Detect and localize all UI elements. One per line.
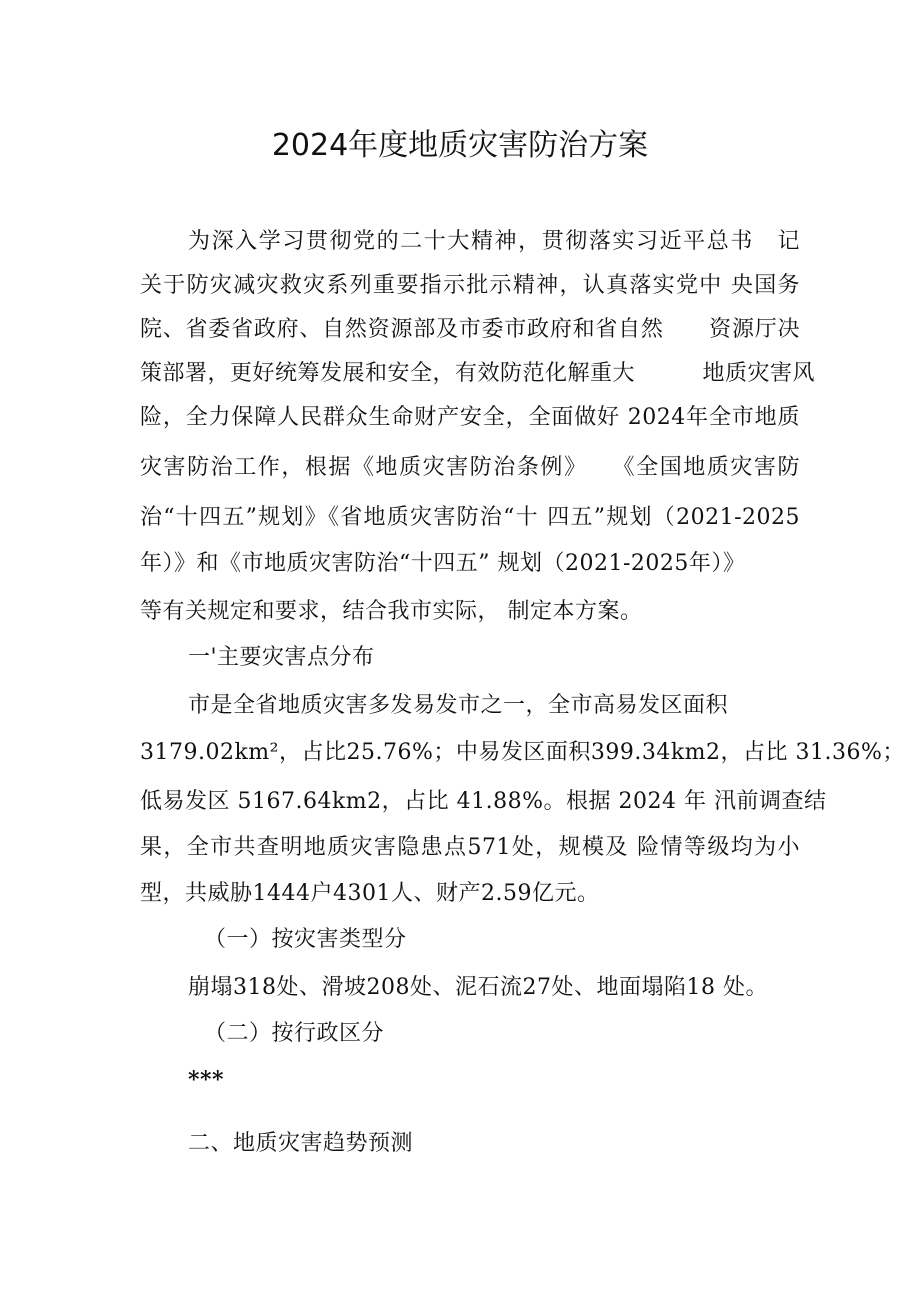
intro-line: 灾害防治工作，根据《地质灾害防治条例》 《全国地质灾害防 — [140, 455, 800, 480]
section-heading: 一'主要灾害点分布 — [188, 645, 375, 670]
intro-line: 策部署，更好统筹发展和安全，有效防范化解重大 地质灾害风 — [140, 361, 816, 386]
paragraph-line: 3179.02km²，占比25.76%；中易发区面积399.34km2，占比 31.36%； — [140, 740, 905, 765]
intro-line: 关于防灾减灾救灾系列重要指示批示精神，认真落实党中 央国务 — [140, 273, 800, 298]
intro-line: 等有关规定和要求，结合我市实际， 制定本方案。 — [140, 599, 643, 624]
section-heading: 二、地质灾害趋势预测 — [188, 1131, 414, 1156]
page-title: 2024年度地质灾害防治方案 — [271, 128, 649, 163]
paragraph-line: 型，共威胁1444户4301人、财产2.59亿元。 — [140, 881, 600, 906]
intro-line: 治“十四五”规划》《省地质灾害防治“十 四五”规划（2021-2025 — [140, 505, 800, 530]
intro-line: 年）》和《市地质灾害防治“十四五” 规划（2021-2025年）》 — [140, 551, 746, 576]
hazard-type-counts: 崩塌318处、滑坡208处、泥石流27处、地面塌陷18 处。 — [188, 975, 768, 1000]
intro-line: 为深入学习贯彻党的二十大精神，贯彻落实习近平总书 记 — [188, 229, 800, 254]
intro-line: 险，全力保障人民群众生命财产安全，全面做好 2024年全市地质 — [140, 405, 800, 430]
paragraph-line: 果，全市共查明地质灾害隐患点571处，规模及 险情等级均为小 — [140, 835, 800, 860]
subsection-heading: （一）按灾害类型分 — [204, 927, 407, 952]
omitted-content-marker: *** — [188, 1067, 225, 1093]
paragraph-line: 市是全省地质灾害多发易发市之一，全市高易发区面积 — [188, 693, 729, 718]
intro-line: 院、省委省政府、自然资源部及市委市政府和省自然 资源厅决 — [140, 317, 800, 342]
paragraph-line: 低易发区 5167.64km2，占比 41.88%。根据 2024 年 汛前调查结 — [140, 789, 827, 814]
subsection-heading: （二）按行政区分 — [204, 1021, 385, 1046]
